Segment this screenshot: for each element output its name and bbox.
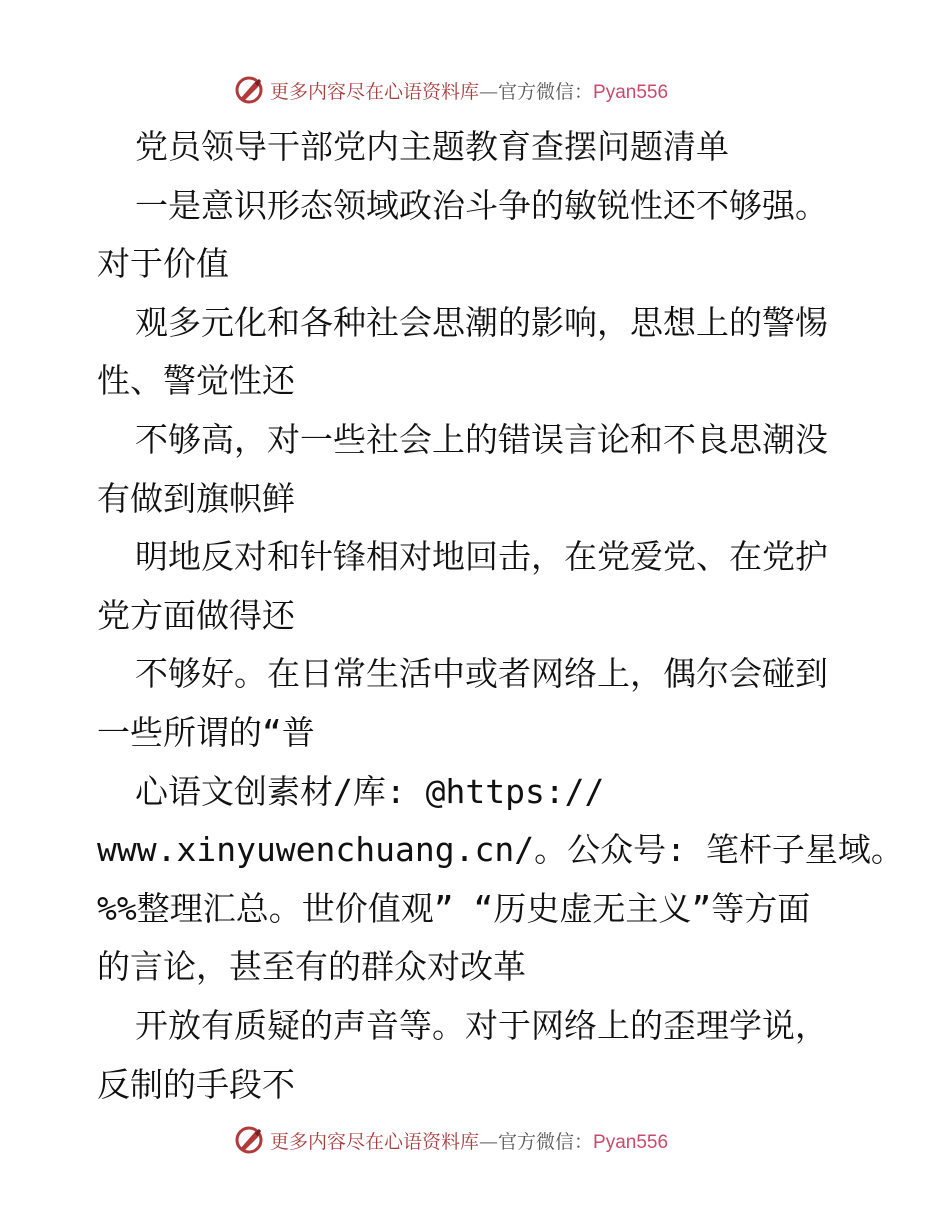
document-body <box>97 118 904 1114</box>
text-line: www.xinyuwenchuang.cn/。公众号: 笔杆子星域。 <box>97 830 904 870</box>
text-line: 不够高，对一些社会上的错误言论和不良思潮没 <box>135 419 828 459</box>
banner-dash: — <box>479 1130 499 1153</box>
text-line: 性、警觉性还 <box>97 361 295 401</box>
banner-dash: — <box>479 80 499 103</box>
text-line: 反制的手段不 <box>97 1064 295 1104</box>
banner-wechat-label: 官方微信： <box>498 1130 594 1153</box>
banner-wechat-label: 官方微信： <box>498 80 594 103</box>
text-line: 不够好。在日常生活中或者网络上，偶尔会碰到 <box>135 654 828 694</box>
text-line: 心语文创素材/库: @https:// <box>135 771 605 811</box>
text-line: 明地反对和针锋相对地回击，在党爱党、在党护 <box>135 537 828 577</box>
text-line: 有做到旗帜鲜 <box>97 478 295 518</box>
banner-text <box>270 1127 668 1154</box>
banner-wechat-id: Pyan556 <box>593 1131 669 1153</box>
text-line: 的言论，甚至有的群众对改革 <box>97 947 526 987</box>
banner-text <box>270 77 668 104</box>
text-line: 党方面做得还 <box>97 595 295 635</box>
doc-title: 党员领导干部党内主题教育查摆问题清单 <box>135 127 729 166</box>
pen-logo-icon <box>234 1125 264 1155</box>
text-line: %%整理汇总。世价值观” “历史虚无主义”等方面 <box>97 888 811 928</box>
banner-site: 更多内容尽在心语资料库 <box>270 1130 480 1153</box>
text-line: 对于价值 <box>97 244 229 284</box>
footer-banner <box>234 1120 754 1160</box>
header-banner <box>234 70 754 110</box>
banner-wechat-id: Pyan556 <box>593 81 669 103</box>
text-line: 开放有质疑的声音等。对于网络上的歪理学说， <box>135 1005 828 1045</box>
text-line: 一些所谓的“普 <box>97 712 315 752</box>
text-line: 一是意识形态领域政治斗争的敏锐性还不够强。 <box>135 185 828 225</box>
text-line: 观多元化和各种社会思潮的影响，思想上的警惕 <box>135 302 828 342</box>
banner-site: 更多内容尽在心语资料库 <box>270 80 480 103</box>
pen-logo-icon <box>234 75 264 105</box>
